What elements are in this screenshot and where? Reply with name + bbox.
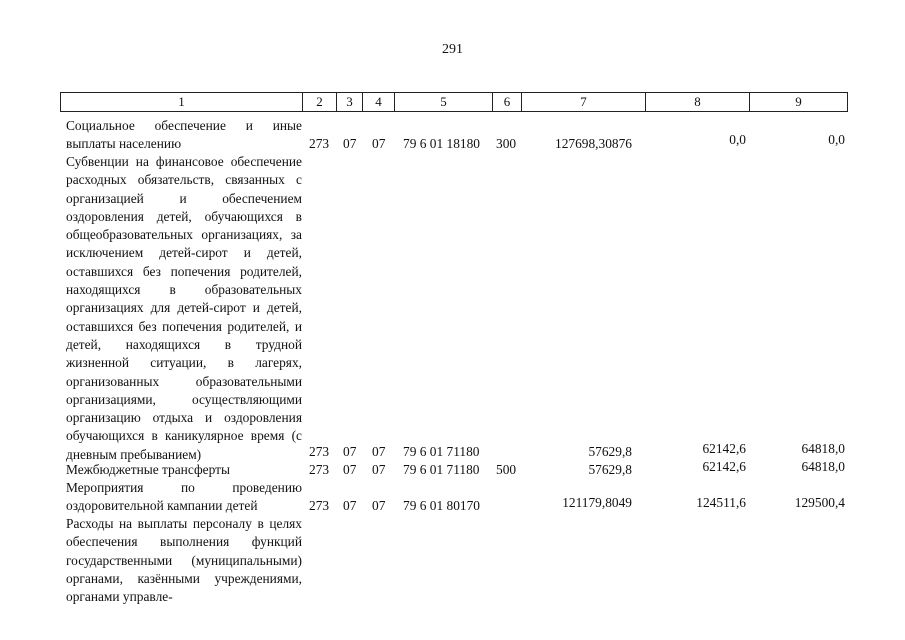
- cell-rz: 07: [343, 498, 357, 513]
- cell-vr: 300: [496, 136, 517, 151]
- row-description-interbudget-transfers: Межбюджетные трансферты: [66, 462, 230, 477]
- header-col-5: 5: [395, 93, 493, 111]
- row-description-social-security: Социальное обеспечение и иные выплаты населению: [66, 118, 302, 152]
- cell-year-3: 0,0: [828, 132, 845, 147]
- cell-year-1: 57629,8: [588, 444, 632, 459]
- cell-gr: 273: [309, 444, 330, 459]
- cell-cs: 79 6 01 71180: [403, 462, 480, 477]
- cell-pr: 07: [372, 498, 386, 513]
- cell-year-1: 57629,8: [588, 462, 632, 477]
- cell-cs: 79 6 01 71180: [403, 444, 480, 459]
- row-description-personnel-expenses: Расходы на выплаты персоналу в целях обеспечения выполнения функций государственными (муниципальными) органами, казёнными учреждениями, органами управле-: [66, 516, 302, 605]
- cell-rz: 07: [343, 444, 357, 459]
- header-col-9: 9: [795, 94, 802, 109]
- row-description-health-campaign: Мероприятия по проведению оздоровительной кампании детей: [66, 480, 302, 514]
- cell-year-1: 121179,8049: [562, 495, 632, 510]
- header-col-3: 3: [337, 93, 363, 111]
- header-col-8: 8: [646, 93, 750, 111]
- cell-gr: 273: [309, 462, 330, 477]
- cell-year-3: 64818,0: [801, 441, 845, 456]
- cell-year-3: 64818,0: [801, 459, 845, 474]
- cell-pr: 07: [372, 136, 386, 151]
- cell-gr: 273: [309, 498, 330, 513]
- cell-year-1: 127698,30876: [555, 136, 632, 151]
- cell-rz: 07: [343, 136, 357, 151]
- table-header: [60, 92, 848, 112]
- header-col-2: 2: [303, 93, 337, 111]
- cell-vr: 500: [496, 462, 517, 477]
- cell-year-2: 124511,6: [696, 495, 746, 510]
- row-description-subventions: Субвенции на финансовое обеспечение расходных обязательств, связанных с организацией и обеспечением оздоровления детей, обучающихся в общеобразовательных организациях, за исключением детей-сирот и детей, оставшихся без попечения родителей, находящихся в образовательных организациях для детей-сирот и детей, оставшихся без попечения родителей, и детей, находящихся в трудной жизненной ситуации, в лагерях, организованных образовательными организациями, осуществляющими организацию отдыха и оздоровления обучающихся в каникулярное время (с дневным пребыванием): [66, 154, 302, 462]
- page-number: 291: [442, 42, 463, 57]
- cell-pr: 07: [372, 444, 386, 459]
- header-col-4: 4: [363, 93, 395, 111]
- cell-cs: 79 6 01 80170: [403, 498, 480, 513]
- cell-year-3: 129500,4: [794, 495, 845, 510]
- cell-gr: 273: [309, 136, 330, 151]
- header-col-7: 7: [522, 93, 646, 111]
- header-col-6: 6: [493, 93, 522, 111]
- cell-cs: 79 6 01 18180: [403, 136, 480, 151]
- cell-rz: 07: [343, 462, 357, 477]
- cell-pr: 07: [372, 462, 386, 477]
- cell-year-2: 62142,6: [702, 441, 746, 456]
- header-col-1: 1: [61, 93, 303, 111]
- cell-year-2: 0,0: [729, 132, 746, 147]
- cell-year-2: 62142,6: [702, 459, 746, 474]
